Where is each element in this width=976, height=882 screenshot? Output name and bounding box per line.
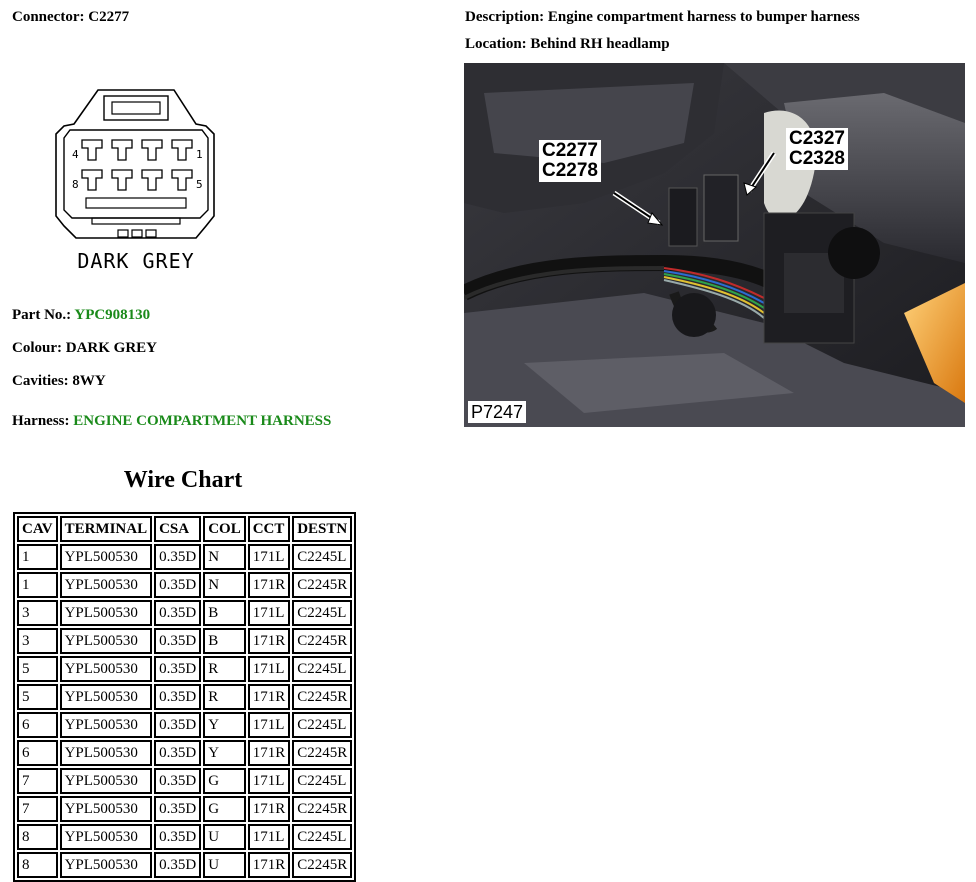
- cell-csa: 0.35D: [154, 656, 201, 682]
- pin-label-5: 5: [196, 178, 203, 191]
- cell-csa: 0.35D: [154, 796, 201, 822]
- cavities-value: 8WY: [72, 373, 106, 389]
- table-row: [17, 824, 352, 850]
- cell-col: G: [203, 796, 246, 822]
- cell-destn: C2245R: [292, 684, 352, 710]
- cell-col: U: [203, 852, 246, 878]
- table-row: [17, 852, 352, 878]
- cell-cav: 5: [17, 656, 58, 682]
- cell-csa: 0.35D: [154, 600, 201, 626]
- cell-cct: 171R: [248, 852, 291, 878]
- cell-cct: 171R: [248, 740, 291, 766]
- connector-line: [12, 9, 129, 26]
- header-destn: DESTN: [292, 516, 352, 542]
- cell-csa: 0.35D: [154, 712, 201, 738]
- header-cav: CAV: [17, 516, 58, 542]
- pin-label-1: 1: [196, 148, 203, 161]
- cell-terminal: YPL500530: [60, 600, 153, 626]
- cell-col: R: [203, 656, 246, 682]
- cell-cav: 6: [17, 712, 58, 738]
- table-row: [17, 740, 352, 766]
- photo-callout-left: [539, 140, 601, 182]
- cell-terminal: YPL500530: [60, 824, 153, 850]
- cell-terminal: YPL500530: [60, 852, 153, 878]
- cell-csa: 0.35D: [154, 628, 201, 654]
- header-terminal: TERMINAL: [60, 516, 153, 542]
- cell-cav: 7: [17, 768, 58, 794]
- cell-cav: 3: [17, 600, 58, 626]
- cell-col: G: [203, 768, 246, 794]
- colour-value: DARK GREY: [65, 340, 158, 356]
- cell-cav: 8: [17, 852, 58, 878]
- cell-destn: C2245R: [292, 852, 352, 878]
- harness-link[interactable]: ENGINE COMPARTMENT HARNESS: [73, 413, 332, 429]
- cell-cav: 6: [17, 740, 58, 766]
- cavities-line: [12, 373, 106, 390]
- table-row: [17, 796, 352, 822]
- cell-destn: C2245R: [292, 740, 352, 766]
- cell-cct: 171R: [248, 684, 291, 710]
- diagram-colour-caption: DARK GREY: [77, 249, 195, 273]
- colour-label: Colour:: [12, 340, 62, 356]
- engine-bay-illustration: [464, 63, 965, 427]
- cell-terminal: YPL500530: [60, 544, 153, 570]
- connector-label: Connector:: [12, 9, 85, 25]
- cell-cav: 7: [17, 796, 58, 822]
- cell-col: B: [203, 600, 246, 626]
- table-row: [17, 600, 352, 626]
- table-row: [17, 628, 352, 654]
- cell-destn: C2245L: [292, 600, 352, 626]
- cell-destn: C2245L: [292, 544, 352, 570]
- connector-value: C2277: [88, 9, 130, 25]
- part-no-label: Part No.:: [12, 307, 72, 323]
- cell-cct: 171R: [248, 572, 291, 598]
- location-label: Location:: [465, 36, 527, 52]
- pin-label-4: 4: [72, 148, 79, 161]
- callout-c2327: C2327: [789, 128, 845, 149]
- cell-destn: C2245R: [292, 572, 352, 598]
- colour-line: [12, 340, 157, 357]
- cell-cav: 3: [17, 628, 58, 654]
- description-value: Engine compartment harness to bumper harness: [547, 9, 860, 25]
- cell-col: U: [203, 824, 246, 850]
- cell-terminal: YPL500530: [60, 656, 153, 682]
- cell-cct: 171L: [248, 768, 291, 794]
- cell-csa: 0.35D: [154, 684, 201, 710]
- cell-col: N: [203, 572, 246, 598]
- header-csa: CSA: [154, 516, 201, 542]
- wire-chart-title: Wire Chart: [123, 467, 243, 493]
- table-row: [17, 572, 352, 598]
- wire-chart-header-row: [17, 516, 352, 542]
- cell-cct: 171R: [248, 628, 291, 654]
- cell-terminal: YPL500530: [60, 712, 153, 738]
- photo-callout-right: [786, 128, 848, 170]
- cell-cav: 1: [17, 544, 58, 570]
- cell-cav: 5: [17, 684, 58, 710]
- cell-csa: 0.35D: [154, 544, 201, 570]
- cell-cct: 171L: [248, 824, 291, 850]
- cell-col: R: [203, 684, 246, 710]
- cell-col: Y: [203, 712, 246, 738]
- cell-csa: 0.35D: [154, 824, 201, 850]
- location-value: Behind RH headlamp: [530, 36, 670, 52]
- photo-ref-label: P7247: [468, 401, 526, 423]
- wire-chart-body: [17, 544, 352, 878]
- cell-destn: C2245L: [292, 824, 352, 850]
- harness-line: [12, 413, 331, 430]
- header-col: COL: [203, 516, 246, 542]
- header-cct: CCT: [248, 516, 291, 542]
- callout-c2277: C2277: [542, 140, 598, 161]
- cell-terminal: YPL500530: [60, 768, 153, 794]
- cell-csa: 0.35D: [154, 740, 201, 766]
- connector-face-diagram: [46, 86, 226, 276]
- cavities-label: Cavities:: [12, 373, 69, 389]
- part-no-link[interactable]: YPC908130: [74, 307, 151, 323]
- callout-c2328: C2328: [789, 148, 845, 169]
- harness-label: Harness:: [12, 413, 70, 429]
- table-row: [17, 656, 352, 682]
- cell-cct: 171L: [248, 544, 291, 570]
- cell-csa: 0.35D: [154, 852, 201, 878]
- cell-terminal: YPL500530: [60, 684, 153, 710]
- callout-c2278: C2278: [542, 160, 598, 181]
- connector-location-photo: [464, 63, 965, 427]
- cell-cct: 171L: [248, 656, 291, 682]
- part-no-line: [12, 307, 150, 324]
- cell-cct: 171R: [248, 796, 291, 822]
- cell-col: N: [203, 544, 246, 570]
- description-label: Description:: [465, 9, 545, 25]
- table-row: [17, 544, 352, 570]
- cell-csa: 0.35D: [154, 572, 201, 598]
- table-row: [17, 684, 352, 710]
- cell-col: B: [203, 628, 246, 654]
- table-row: [17, 712, 352, 738]
- pin-label-8: 8: [72, 178, 79, 191]
- description-line: [465, 9, 860, 26]
- cell-destn: C2245R: [292, 628, 352, 654]
- cell-csa: 0.35D: [154, 768, 201, 794]
- location-line: [465, 36, 670, 53]
- cell-col: Y: [203, 740, 246, 766]
- wire-chart-table: [13, 512, 356, 882]
- cell-destn: C2245L: [292, 656, 352, 682]
- cell-destn: C2245L: [292, 768, 352, 794]
- cell-cct: 171L: [248, 600, 291, 626]
- cell-terminal: YPL500530: [60, 796, 153, 822]
- cell-destn: C2245R: [292, 796, 352, 822]
- cell-cct: 171L: [248, 712, 291, 738]
- cell-cav: 1: [17, 572, 58, 598]
- cell-destn: C2245L: [292, 712, 352, 738]
- cell-terminal: YPL500530: [60, 740, 153, 766]
- cell-terminal: YPL500530: [60, 572, 153, 598]
- table-row: [17, 768, 352, 794]
- cell-cav: 8: [17, 824, 58, 850]
- cell-terminal: YPL500530: [60, 628, 153, 654]
